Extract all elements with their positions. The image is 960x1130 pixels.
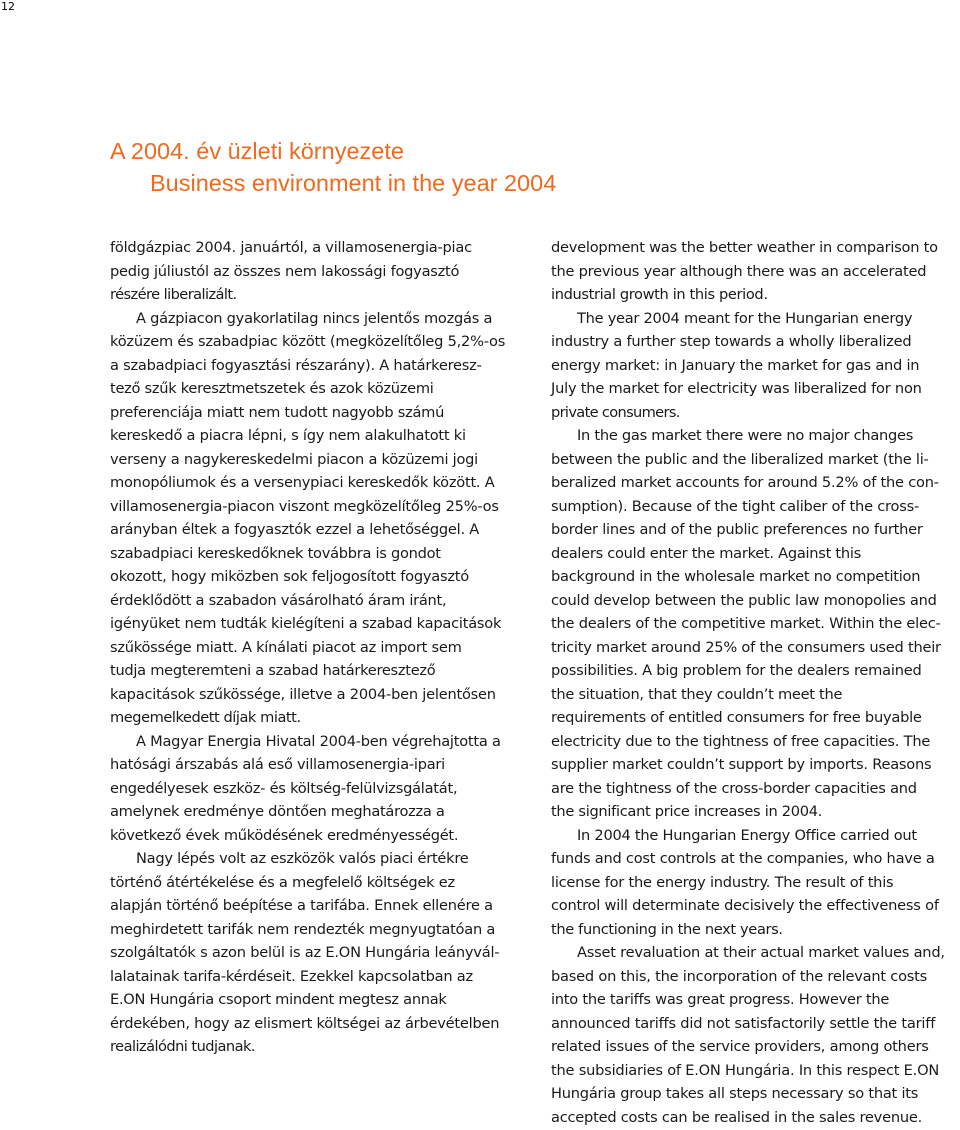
text-line: pedig júliustól az összes nem lakossági fogyasztó xyxy=(110,262,460,280)
text-line: the significant price increases in 2004. xyxy=(551,803,823,820)
text-line: amelynek eredménye döntően meghatározza a xyxy=(110,803,445,820)
text-line: announced tariffs did not satisfactorily settle the tariff xyxy=(551,1014,936,1032)
text-line: tricity market around 25% of the consumers used their xyxy=(551,638,941,656)
text-line: meghirdetett tarifák nem rendezték megnyugtatóan a xyxy=(110,920,496,938)
text-line: control will determinate decisively the effectiveness of xyxy=(551,897,939,914)
text-line: industry a further step towards a wholly liberalized xyxy=(551,333,912,350)
page-title-english: Business environment in the year 2004 xyxy=(150,170,557,196)
text-line: E.ON Hungária csoport mindent megtesz annak xyxy=(110,991,447,1008)
text-line: megemelkedett díjak miatt. xyxy=(110,709,301,726)
text-line: szolgáltatók s azon belül is az E.ON Hungária leányvál- xyxy=(110,944,500,961)
text-line: beralized market accounts for around 5.2% of the con- xyxy=(551,474,939,491)
text-line: történő átértékelése és a megfelelő költségek ez xyxy=(110,873,455,891)
text-line: szűkössége miatt. A kínálati piacot az import sem xyxy=(110,638,462,656)
text-line: engedélyesek eszköz- és költség-felülvizsgálatát, xyxy=(110,779,458,797)
text-line: részére liberalizált. xyxy=(110,286,237,303)
text-line: between the public and the liberalized market (the li- xyxy=(551,450,929,468)
english-text-column xyxy=(551,236,960,1129)
page-number: 12 xyxy=(1,0,15,13)
text-line: funds and cost controls at the companies, who have a xyxy=(551,850,935,867)
text-line: the previous year although there was an accelerated xyxy=(551,262,927,280)
text-line: electricity due to the tightness of free capacities. The xyxy=(551,732,931,750)
text-line: okozott, hogy miközben sok feljogosított fogyasztó xyxy=(110,568,469,585)
text-line: into the tariffs was great progress. However the xyxy=(551,991,890,1008)
text-line: lalatainak tarifa-kérdéseit. Ezekkel kapcsolatban az xyxy=(110,967,473,985)
text-line: a szabadpiaci fogyasztási részarány). A határkeresz- xyxy=(110,356,482,374)
text-line: villamosenergia-piacon viszont megközelítőleg 25%-os xyxy=(110,497,499,515)
text-line: szabadpiaci kereskedőknek továbbra is gondot xyxy=(110,544,441,562)
text-line: dealers could enter the market. Against this xyxy=(551,544,861,562)
text-line: sumption). Because of the tight caliber of the cross- xyxy=(551,497,919,515)
text-line: Hungária group takes all steps necessary so that its xyxy=(551,1085,919,1102)
text-line: the dealers of the competitive market. Within the elec- xyxy=(551,615,941,632)
text-line: July the market for electricity was liberalized for non xyxy=(551,380,922,397)
text-line: preferenciája miatt nem tudott nagyobb számú xyxy=(110,403,445,421)
text-line: igényüket nem tudták kielégíteni a szabad kapacitások xyxy=(110,615,502,632)
text-line: The year 2004 meant for the Hungarian energy xyxy=(577,309,913,327)
text-line: the subsidiaries of E.ON Hungária. In this respect E.ON xyxy=(551,1061,940,1079)
text-line: hatósági árszabás alá eső villamosenergia-ipari xyxy=(110,756,445,773)
text-line: monopóliumok és a versenypiaci kereskedők között. A xyxy=(110,474,495,491)
text-line: industrial growth in this period. xyxy=(551,286,768,303)
text-line: private consumers. xyxy=(551,403,680,421)
text-line: kapacitások szűkössége, illetve a 2004-ben jelentősen xyxy=(110,685,496,703)
page-title-hungarian: A 2004. év üzleti környezete xyxy=(110,138,404,164)
text-line: következő évek működésének eredményességét. xyxy=(110,826,459,844)
text-line: possibilities. A big problem for the dealers remained xyxy=(551,662,922,679)
text-line: érdeklődött a szabadon vásárolható áram iránt, xyxy=(110,591,447,609)
text-line: tudja megteremteni a szabad határkeresztező xyxy=(110,662,436,679)
text-line: supplier market couldn’t support by imports. Reasons xyxy=(551,756,932,773)
text-line: the functioning in the next years. xyxy=(551,920,783,938)
text-line: related issues of the service providers, among others xyxy=(551,1038,929,1055)
text-line: földgázpiac 2004. januártól, a villamosenergia-piac xyxy=(110,239,472,256)
text-line: A gázpiacon gyakorlatilag nincs jelentős mozgás a xyxy=(136,309,493,327)
text-line: közüzem és szabadpiac között (megközelítőleg 5,2%-os xyxy=(110,333,506,350)
text-line: kereskedő a piacra lépni, s így nem alakulhatott ki xyxy=(110,427,466,444)
text-line: based on this, the incorporation of the relevant costs xyxy=(551,967,928,985)
text-line: border lines and of the public preferences no further xyxy=(551,521,923,538)
text-line: energy market: in January the market for gas and in xyxy=(551,356,920,374)
text-line: development was the better weather in comparison to xyxy=(551,239,938,256)
text-line: are the tightness of the cross-border capacities and xyxy=(551,779,917,797)
text-line: In 2004 the Hungarian Energy Office carried out xyxy=(577,826,917,844)
text-line: background in the wholesale market no competition xyxy=(551,568,921,585)
text-line: érdekében, hogy az elismert költségei az árbevételben xyxy=(110,1014,500,1032)
text-line: the situation, that they couldn’t meet the xyxy=(551,685,843,703)
text-line: realizálódni tudjanak. xyxy=(110,1038,256,1055)
text-line: A Magyar Energia Hivatal 2004-ben végrehajtotta a xyxy=(136,732,501,750)
text-line: Asset revaluation at their actual market values and, xyxy=(577,944,945,961)
text-line: arányban éltek a fogyasztók ezzel a lehetőséggel. A xyxy=(110,521,480,538)
text-line: requirements of entitled consumers for free buyable xyxy=(551,709,922,726)
text-line: accepted costs can be realised in the sales revenue. xyxy=(551,1108,923,1126)
text-line: alapján történő beépítése a tarifába. Ennek ellenére a xyxy=(110,897,493,914)
text-line: tező szűk keresztmetszetek és azok közüzemi xyxy=(110,380,434,397)
text-line: could develop between the public law monopolies and xyxy=(551,591,937,609)
text-line: In the gas market there were no major changes xyxy=(577,427,914,444)
text-line: verseny a nagykereskedelmi piacon a közüzemi jogi xyxy=(110,450,478,468)
text-line: license for the energy industry. The result of this xyxy=(551,873,894,891)
text-line: Nagy lépés volt az eszközök valós piaci értékre xyxy=(136,850,469,867)
hungarian-text-column xyxy=(110,236,530,1059)
